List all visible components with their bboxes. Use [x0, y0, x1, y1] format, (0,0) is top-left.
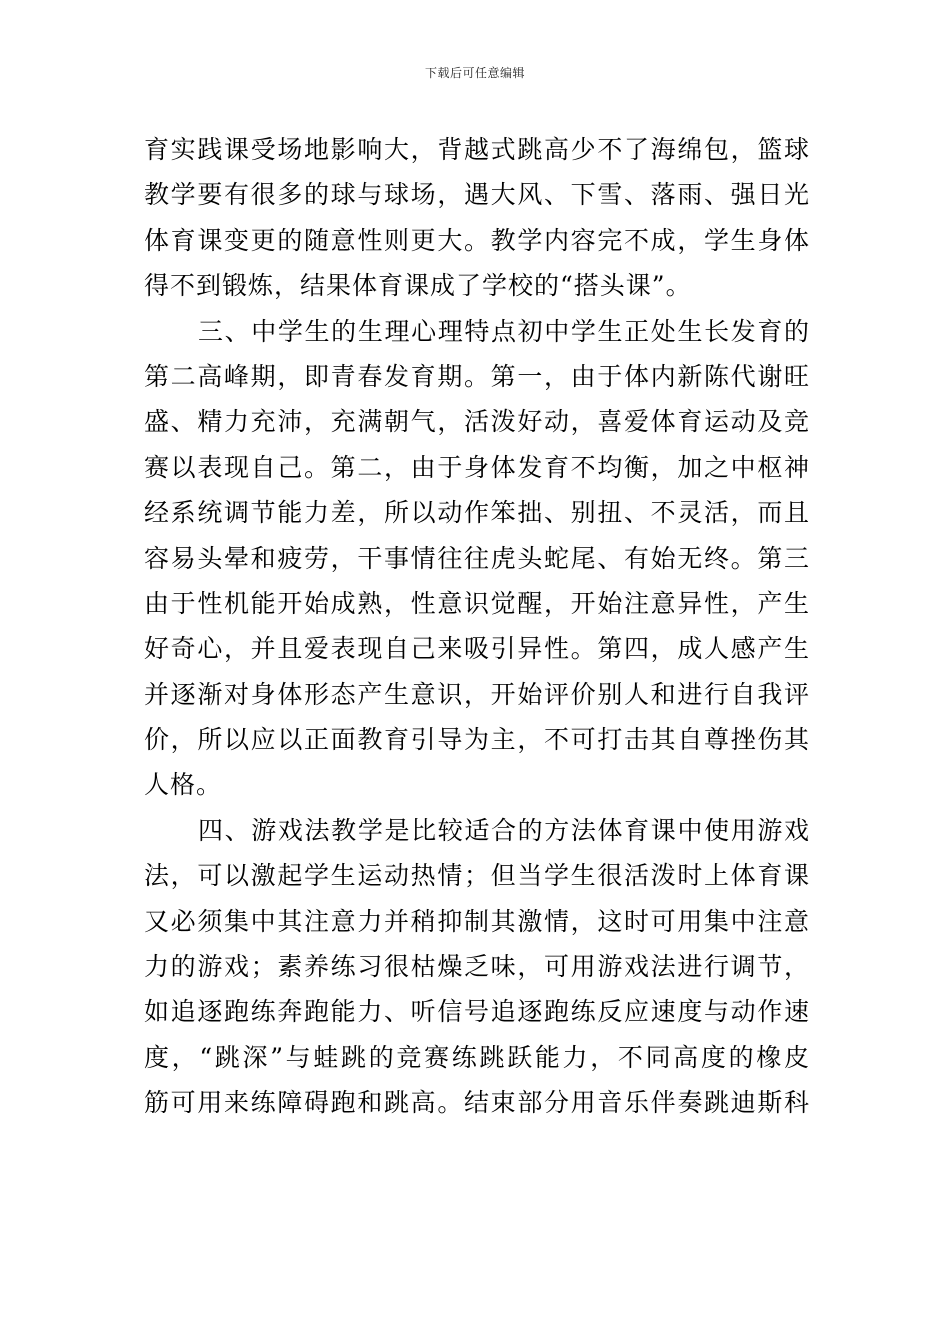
text-line: 力的游戏；素养练习很枯燥乏味，可用游戏法进行调节，	[144, 952, 810, 982]
text-line: 又必须集中其注意力并稍抑制其激情，这时可用集中注意	[144, 906, 810, 936]
text-line: 由于性机能开始成熟，性意识觉醒，开始注意异性，产生	[144, 588, 810, 618]
text-line: 盛、精力充沛，充满朝气，活泼好动，喜爱体育运动及竞	[144, 407, 810, 437]
text-line: 体育课变更的随意性则更大。教学内容完不成，学生身体	[144, 225, 810, 255]
text-line: 第二高峰期，即青春发育期。第一，由于体内新陈代谢旺	[144, 361, 810, 391]
text-line: 容易头晕和疲劳，干事情往往虎头蛇尾、有始无终。第三	[144, 543, 810, 573]
text-line: 人格。	[144, 770, 223, 800]
text-line: 并逐渐对身体形态产生意识，开始评价别人和进行自我评	[144, 679, 810, 709]
text-line: 度，“跳深”与蛙跳的竞赛练跳跃能力，不同高度的橡皮	[144, 1042, 810, 1072]
text-line: 四、游戏法教学是比较适合的方法体育课中使用游戏	[198, 815, 810, 845]
text-line: 筋可用来练障碍跑和跳高。结束部分用音乐伴奏跳迪斯科	[144, 1088, 810, 1118]
text-line: 如追逐跑练奔跑能力、听信号追逐跑练反应速度与动作速	[144, 997, 810, 1027]
text-line: 赛以表现自己。第二，由于身体发育不均衡，加之中枢神	[144, 452, 810, 482]
text-line: 经系统调节能力差，所以动作笨拙、别扭、不灵活，而且	[144, 498, 810, 528]
text-line: 好奇心，并且爱表现自己来吸引异性。第四，成人感产生	[144, 634, 810, 664]
text-line: 教学要有很多的球与球场，遇大风、下雪、落雨、强日光	[144, 180, 810, 210]
text-line: 法，可以激起学生运动热情；但当学生很活泼时上体育课	[144, 861, 810, 891]
text-line: 得不到锻炼，结果体育课成了学校的“搭头课”。	[144, 271, 692, 301]
text-line: 育实践课受场地影响大，背越式跳高少不了海绵包，篮球	[144, 135, 810, 164]
text-line: 价，所以应以正面教育引导为主，不可打击其自尊挫伤其	[144, 725, 810, 755]
text-line: 三、中学生的生理心理特点初中学生正处生长发育的	[198, 316, 810, 346]
page-header: 下载后可任意编辑	[424, 66, 525, 80]
document-body	[144, 127, 810, 1126]
